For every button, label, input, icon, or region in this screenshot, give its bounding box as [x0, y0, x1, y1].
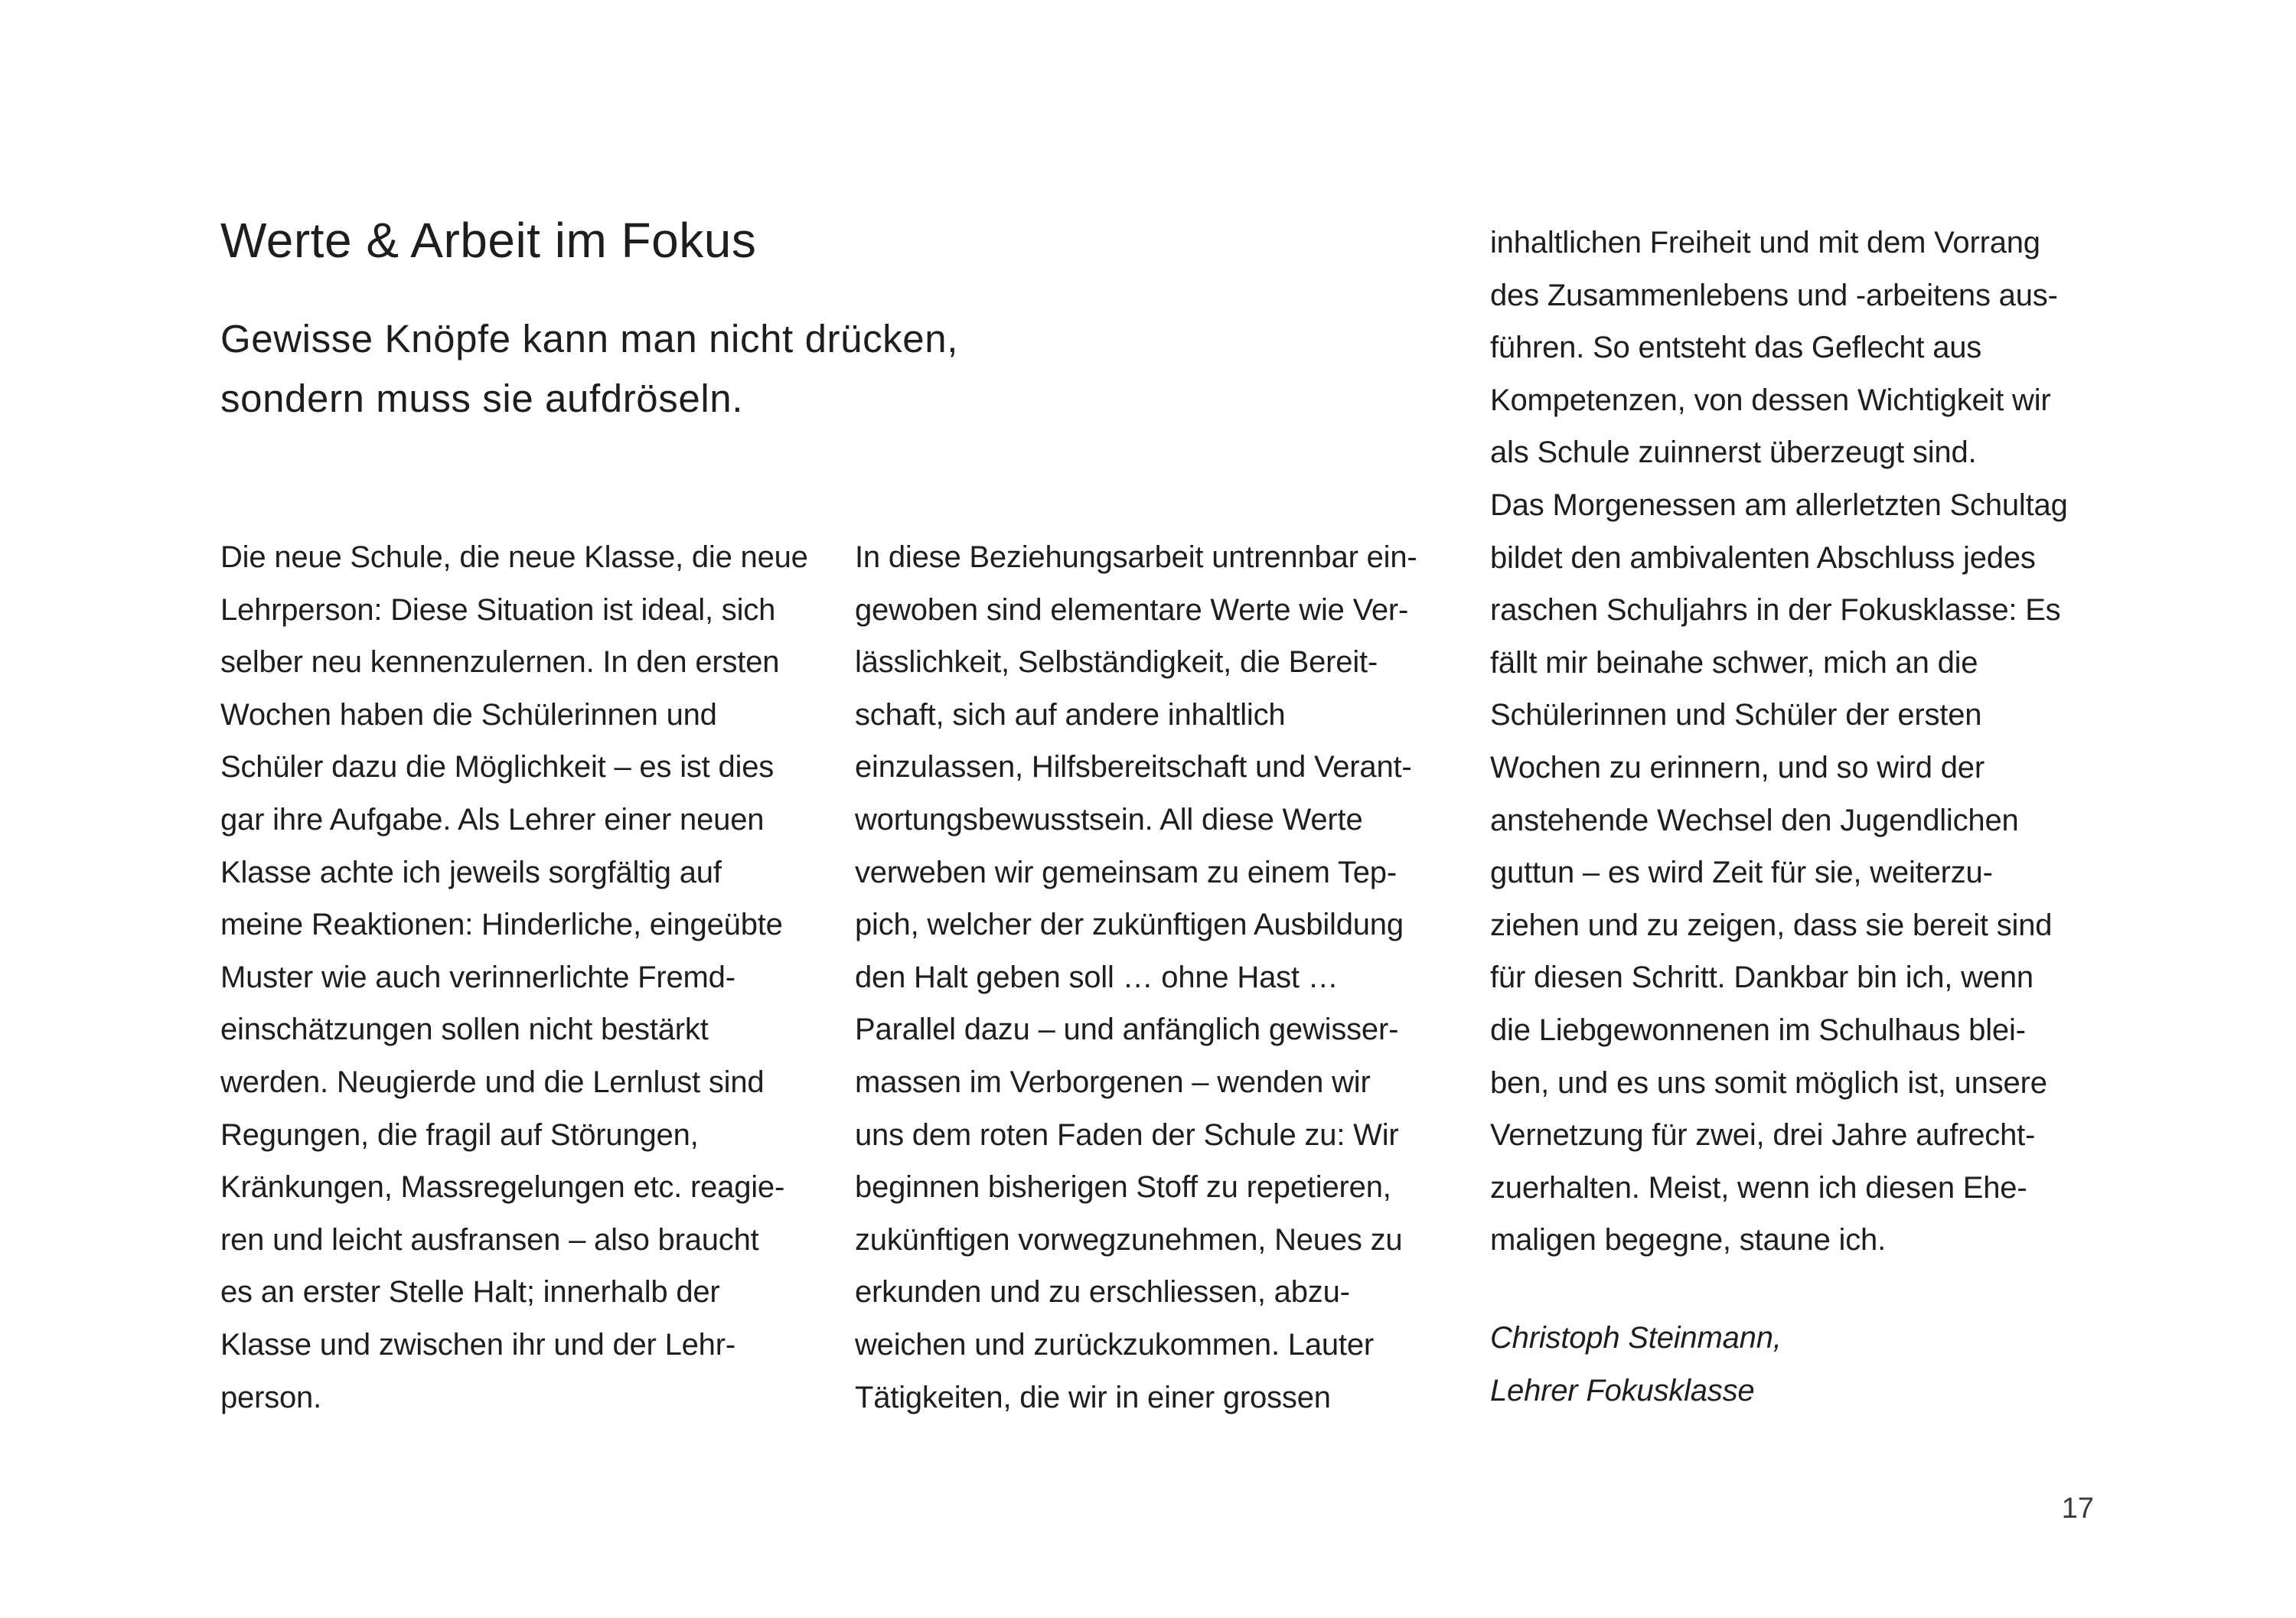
- lead-subtitle: [220, 309, 958, 429]
- body-text-line: ziehen und zu zeigen, dass sie bereit sind: [1490, 908, 2053, 942]
- body-text-line: maligen begegne, staune ich.: [1490, 1223, 1886, 1258]
- text-column-2: [855, 531, 1482, 1424]
- body-text-line: es an erster Stelle Halt; innerhalb der: [220, 1275, 720, 1310]
- body-text-line: die Liebgewonnenen im Schulhaus blei-: [1490, 1013, 2026, 1047]
- body-text-line: person.: [220, 1380, 322, 1414]
- body-text-line: Regungen, die fragil auf Störungen,: [220, 1117, 699, 1152]
- body-text-line: raschen Schuljahrs in der Fokusklasse: Es: [1490, 593, 2061, 628]
- body-text-line: Tätigkeiten, die wir in einer grossen: [855, 1380, 1331, 1414]
- body-text-line: Wochen haben die Schülerinnen und: [220, 697, 717, 732]
- body-text-line: ren und leicht ausfransen – also braucht: [220, 1222, 759, 1257]
- text-column-3: [1490, 217, 2118, 1267]
- body-text-line: uns dem roten Faden der Schule zu: Wir: [855, 1117, 1399, 1152]
- page-number: 17: [2061, 1492, 2094, 1525]
- body-text-line: zuerhalten. Meist, wenn ich diesen Ehe-: [1490, 1170, 2027, 1205]
- body-text-line: ben, und es uns somit möglich ist, unsere: [1490, 1065, 2047, 1100]
- body-text-line: zukünftigen vorwegzunehmen, Neues zu: [855, 1222, 1403, 1257]
- body-text-line: Wochen zu erinnern, und so wird der: [1490, 750, 1985, 785]
- body-text-line: einzulassen, Hilfsbereitschaft und Verant-: [855, 750, 1412, 785]
- body-text-line: Kränkungen, Massregelungen etc. reagie-: [220, 1170, 785, 1205]
- body-text-line: schaft, sich auf andere inhaltlich: [855, 697, 1286, 732]
- body-text-line: für diesen Schritt. Dankbar bin ich, wenn: [1490, 961, 2033, 995]
- body-text-line: Muster wie auch verinnerlichte Fremd-: [220, 960, 735, 994]
- body-text-line: werden. Neugierde und die Lernlust sind: [220, 1065, 765, 1099]
- body-text-line: Klasse achte ich jeweils sorgfältig auf: [220, 855, 722, 889]
- body-text-line: gewoben sind elementare Werte wie Ver-: [855, 592, 1409, 627]
- body-text-line: lässlichkeit, Selbständigkeit, die Bereit-: [855, 645, 1378, 680]
- lead-line: sondern muss sie aufdröseln.: [220, 377, 743, 420]
- body-text-line: als Schule zuinnerst überzeugt sind.: [1490, 435, 1977, 470]
- body-text-line: Schüler dazu die Möglichkeit – es ist dies: [220, 750, 775, 785]
- body-text-line: bildet den ambivalenten Abschluss jedes: [1490, 540, 2036, 575]
- body-text-line: verweben wir gemeinsam zu einem Tep-: [855, 855, 1397, 889]
- body-text-line: führen. So entsteht das Geflecht aus: [1490, 331, 1982, 365]
- body-text-line: beginnen bisherigen Stoff zu repetieren,: [855, 1170, 1391, 1205]
- body-text-line: massen im Verborgenen – wenden wir: [855, 1065, 1371, 1099]
- body-text-line: einschätzungen sollen nicht bestärkt: [220, 1013, 709, 1047]
- page-title: Werte & Arbeit im Fokus: [220, 213, 757, 268]
- body-text-line: fällt mir beinahe schwer, mich an die: [1490, 645, 1978, 680]
- body-text-line: In diese Beziehungsarbeit untrennbar ein-: [855, 540, 1417, 574]
- body-text-line: meine Reaktionen: Hinderliche, eingeübte: [220, 908, 783, 942]
- body-text-line: inhaltlichen Freiheit und mit dem Vorrang: [1490, 226, 2040, 259]
- author-signature: [1490, 1312, 1782, 1417]
- body-text-line: Klasse und zwischen ihr und der Lehr-: [220, 1327, 735, 1362]
- author-name: Christoph Steinmann,: [1490, 1321, 1782, 1355]
- body-text-line: selber neu kennenzulernen. In den ersten: [220, 645, 780, 680]
- body-text-line: Das Morgenessen am allerletzten Schultag: [1490, 488, 2068, 522]
- body-text-line: wortungsbewusstsein. All diese Werte: [855, 802, 1363, 837]
- body-text-line: Kompetenzen, von dessen Wichtigkeit wir: [1490, 383, 2051, 417]
- body-text-line: Lehrperson: Diese Situation ist ideal, sich: [220, 592, 776, 627]
- body-text-line: pich, welcher der zukünftigen Ausbildung: [855, 908, 1404, 942]
- text-column-1: [220, 531, 848, 1424]
- body-text-line: erkunden und zu erschliessen, abzu-: [855, 1275, 1350, 1310]
- body-text-line: Vernetzung für zwei, drei Jahre aufrecht-: [1490, 1118, 2036, 1153]
- lead-line: Gewisse Knöpfe kann man nicht drücken,: [220, 317, 958, 360]
- body-text-line: Die neue Schule, die neue Klasse, die neue: [220, 540, 808, 574]
- body-text-line: des Zusammenlebens und -arbeitens aus-: [1490, 278, 2058, 312]
- body-text-line: anstehende Wechsel den Jugendlichen: [1490, 803, 2019, 837]
- author-role: Lehrer Fokusklasse: [1490, 1373, 1755, 1408]
- body-text-line: guttun – es wird Zeit für sie, weiterzu-: [1490, 856, 1993, 890]
- body-text-line: den Halt geben soll … ohne Hast …: [855, 960, 1339, 994]
- body-text-line: Schülerinnen und Schüler der ersten: [1490, 698, 1982, 732]
- body-text-line: gar ihre Aufgabe. Als Lehrer einer neuen: [220, 802, 765, 837]
- body-text-line: weichen und zurückzukommen. Lauter: [855, 1327, 1375, 1362]
- body-text-line: Parallel dazu – und anfänglich gewisser-: [855, 1013, 1399, 1047]
